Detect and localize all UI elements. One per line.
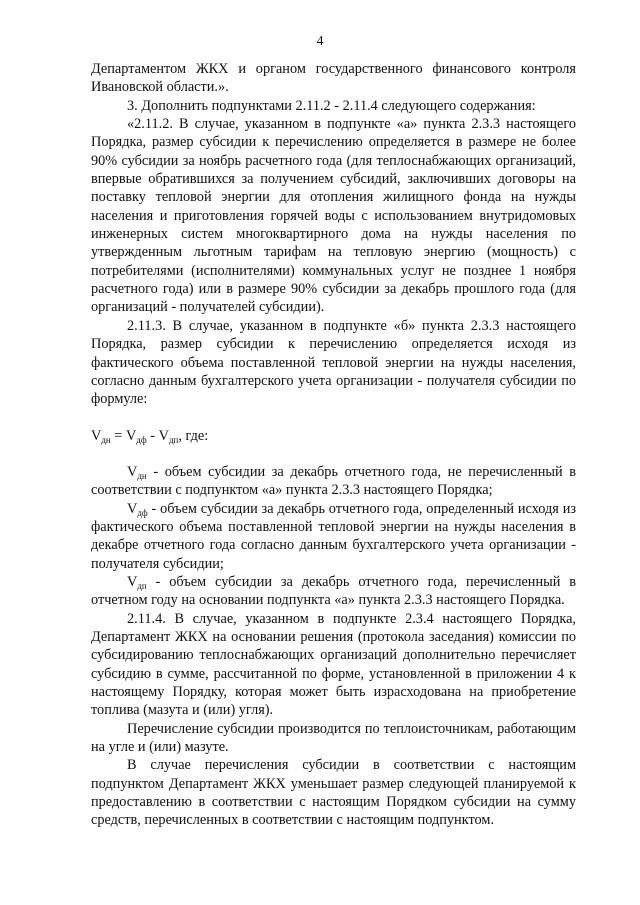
formula — [91, 427, 576, 445]
def-df-symbol: V — [127, 500, 138, 517]
page-number: 4 — [316, 34, 324, 49]
formula-minus: - — [146, 427, 159, 444]
def-df-sub: дф — [137, 507, 148, 518]
final-paragraph: В случае перечисления субсидии в соответствии с настоящим подпунктом Департамент ЖКХ уменьшает размер следующей планируемой к предоставлению в соответствии с настоящим Порядком субсидии на сумму средств, перечисленных в соответствии с настоящим подпунктом. — [91, 757, 576, 829]
subitem-2-11-4: 2.11.4. В случае, указанном в подпункте 2.3.4 настоящего Порядка, Департамент ЖКХ на основании решения (протокола заседания) комиссии по субсидированию теплоснабжающих организаций дополнительно перечисляет субсидию в сумме, рассчитанной по форме, установленной в приложении 4 к настоящему Порядку, которая может быть израсходована на приобретение топлива (мазута и (или) угля). — [91, 610, 576, 719]
transfer-paragraph: Перечисление субсидии производится по теплоисточникам, работающим на угле и (или) мазуте. — [91, 720, 576, 756]
intro-continuation: Департаментом ЖКХ и органом государственного финансового контроля Ивановской области.». — [91, 61, 576, 96]
formula-v2: V — [125, 427, 137, 444]
def-dp-symbol: V — [127, 573, 138, 590]
definition-v-df — [91, 500, 576, 573]
document-body — [91, 60, 576, 830]
formula-tail: , где: — [178, 427, 209, 444]
formula-sub-df: дф — [136, 434, 147, 445]
def-dn-symbol: V — [127, 463, 138, 480]
def-dp-text: - объем субсидии за декабрь отчетного года, перечисленный в отчетном году на основании подпункта «а» пункта 2.3.3 настоящего Порядка. — [91, 573, 576, 609]
definition-v-dn — [91, 463, 576, 500]
subitem-2-11-3: 2.11.3. В случае, указанном в подпункте «б» пункта 2.3.3 настоящего Порядка, размер субсидии к перечислению определяется исходя из фактического объема поставленной тепловой энергии на нужды населения, согласно данным бухгалтерского учета организации - получателя субсидии по формуле: — [91, 317, 576, 408]
subitem-2-11-2: «2.11.2. В случае, указанном в подпункте «а» пункта 2.3.3 настоящего Порядка, размер субсидии к перечислению определяется в размере не более 90% субсидии за ноябрь расчетного года (для теплоснабжающих организаций, впервые обратившихся за получением субсидий, заключивших договоры на поставку тепловой энергии для отопления жилищного фонда на нужды населения и приготовления горячей воды с использованием внутридомовых инженерных систем многоквартирного дома на нужды населения по утвержденным льготным тарифам на тепловую энергию (мощность) с потребителями (исполнителями) коммунальных услуг не позднее 1 ноября расчетного года) или в размере 90% субсидии за декабрь прошлого года (для организаций - получателей субсидии). — [91, 116, 576, 316]
def-dn-text: - объем субсидии за декабрь отчетного года, не перечисленный в соответствии с подпунктом «а» пункта 2.3.3 настоящего Порядка; — [91, 463, 576, 499]
formula-sub-dn: дн — [101, 434, 111, 445]
def-df-text: - объем субсидии за декабрь отчетного года, определенный исходя из фактического объема поставленной тепловой энергии на нужды населения в декабре отчетного года согласно данным бухгалтерского учета организации - получателя субсидии; — [91, 500, 576, 572]
def-dn-sub: дн — [137, 470, 147, 481]
item-3: 3. Дополнить подпунктами 2.11.2 - 2.11.4 следующего содержания: — [127, 97, 536, 114]
formula-eq: = — [110, 427, 126, 444]
definition-v-dp — [91, 573, 576, 610]
formula-sub-dp: дп — [168, 434, 179, 445]
formula-v1: V — [91, 427, 102, 444]
formula-v3: V — [158, 427, 169, 444]
def-dp-sub: дп — [137, 580, 147, 591]
